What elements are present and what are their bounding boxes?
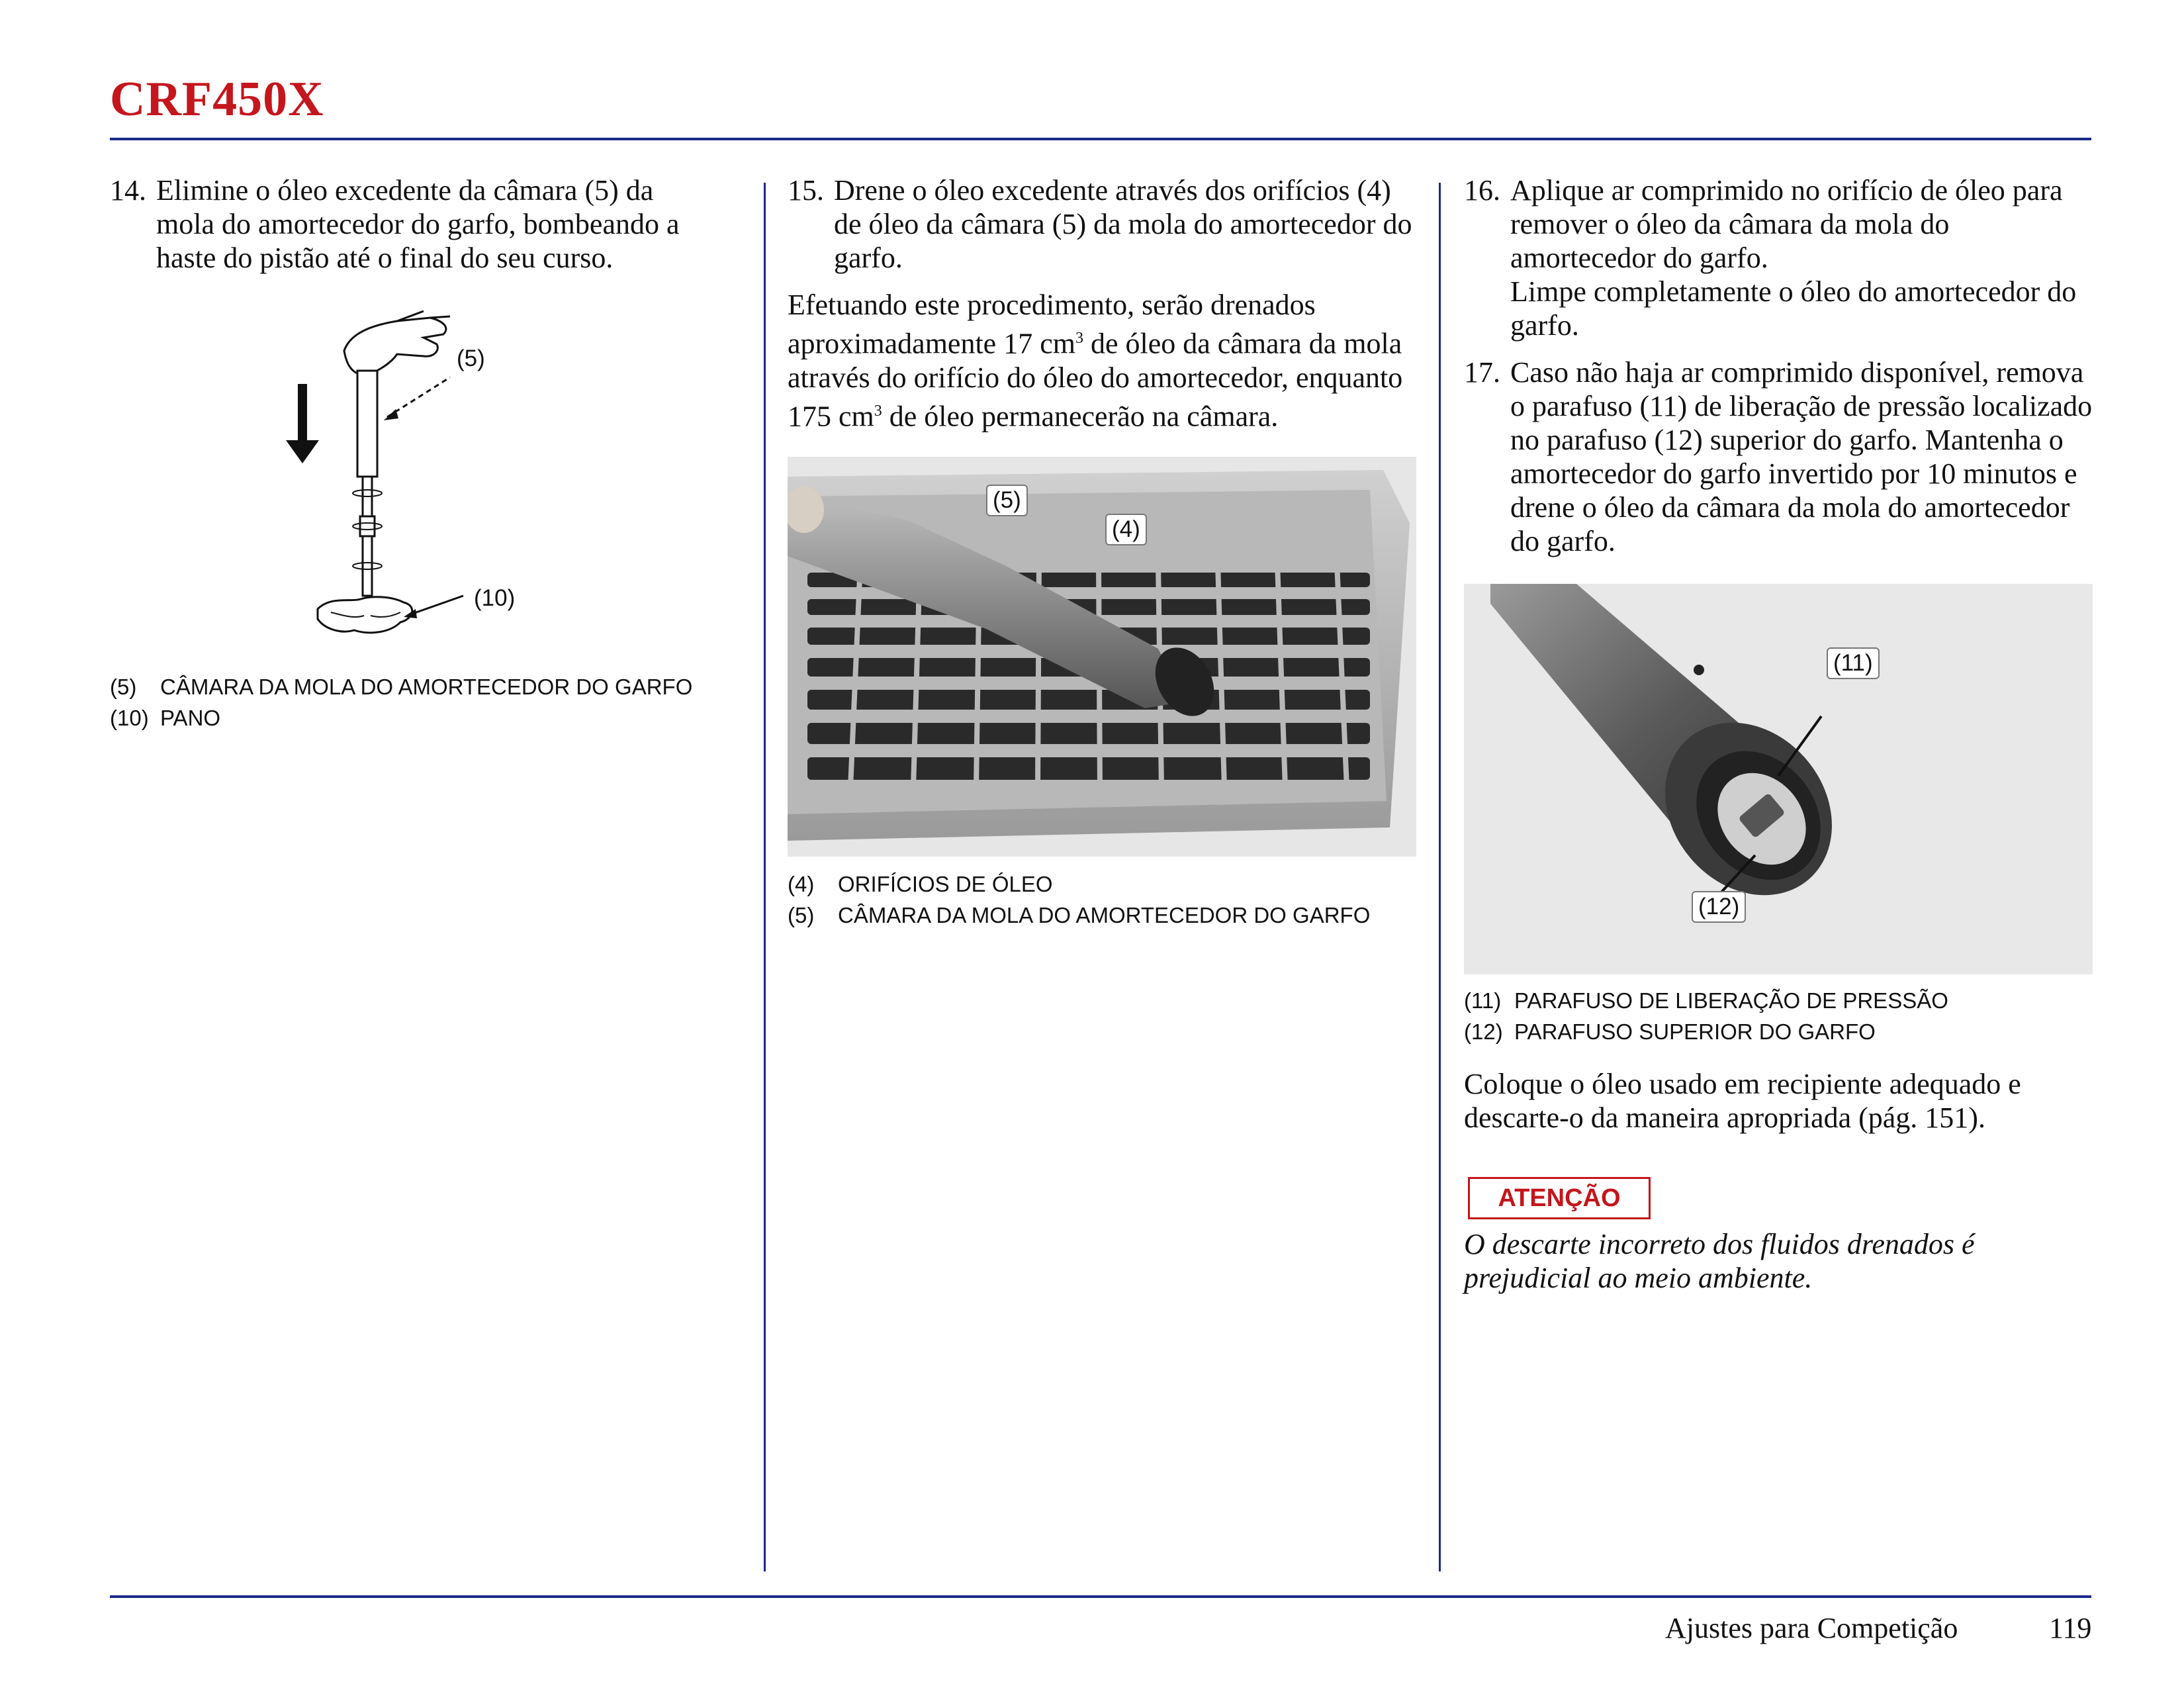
caption-item: (11) PARAFUSO DE LIBERAÇÃO DE PRESSÃO <box>1464 988 1948 1013</box>
photo-label-12: (12) <box>1692 891 1746 923</box>
tray-graphic <box>788 457 1416 857</box>
drain-paragraph: Efetuando este procedimento, serão drenados aproximadamente 17 $cm^3$ de óleo da câmara da mola através do orifício do óleo do amortecedor, enquanto 175 $cm^3$ de óleo permanecerão na câmara. <box>788 289 1403 433</box>
caption-item: (5) CÂMARA DA MOLA DO AMORTECEDOR DO GARFO <box>110 675 693 699</box>
photo-label-5: (5) <box>986 485 1028 516</box>
footer-section: Ajustes para Competição <box>1665 1612 1958 1644</box>
column-2 <box>788 173 1423 433</box>
step-text: Caso não haja ar comprimido disponível, remova o parafuso (11) de liberação de pressão localizado no parafuso (12) superior do garfo. Mantenha o amortecedor do garfo invertido por 10 minutos e drene o óleo da câmara da mola do amortecedor do garfo. <box>1510 356 2093 557</box>
step-text: Drene o óleo excedente através dos orifícios (4) de óleo da câmara (5) da mola do amortecedor do garfo. <box>834 174 1412 274</box>
col2-captions <box>788 868 1423 931</box>
step-text-2: Limpe completamente o óleo do amortecedor do garfo. <box>1510 275 2077 342</box>
col1-captions <box>110 671 758 733</box>
column-3 <box>1464 173 2099 558</box>
step-16: 16. Aplique ar comprimido no orifício de óleo para remover o óleo da câmara da mola do amortecedor do garfo. Limpe completamente o óleo do amortecedor do garfo. <box>1464 174 2077 342</box>
step-14 <box>110 173 719 275</box>
header-rule <box>110 138 2091 140</box>
col3-captions <box>1464 985 2099 1047</box>
disposal-paragraph: Coloque o óleo usado em recipiente adequado e descarte-o da maneira apropriada (pág. 151). <box>1464 1068 2021 1134</box>
photo-label-4: (4) <box>1105 514 1147 545</box>
step-15: 15. Drene o óleo excedente através dos orifícios (4) de óleo da câmara (5) da mola do amortecedor do garfo. <box>788 174 1412 274</box>
column-1 <box>110 173 719 275</box>
column-divider-1 <box>764 183 766 1571</box>
footer-rule <box>110 1595 2091 1598</box>
caption-item: (12) PARAFUSO SUPERIOR DO GARFO <box>1464 1019 1876 1044</box>
fig-label-5: (5) <box>457 346 485 371</box>
page-number: 119 <box>2049 1612 2092 1644</box>
fig-label-10: (10) <box>474 585 516 611</box>
fork-cap-photo <box>1464 584 2093 974</box>
drain-tray-photo <box>788 457 1416 857</box>
step-number: 14. <box>110 174 146 207</box>
photo-label-11: (11) <box>1827 647 1880 679</box>
attention-badge: ATENÇÃO <box>1468 1177 1651 1219</box>
caption-item: (5) CÂMARA DA MOLA DO AMORTECEDOR DO GARFO <box>788 903 1371 927</box>
page-title: CRF450X <box>110 72 324 126</box>
fork-graphic <box>1464 584 2093 974</box>
step-text: Aplique ar comprimido no orifício de óleo para remover o óleo da câmara da mola do amortecedor do garfo. <box>1510 174 2063 274</box>
step-17: 17. Caso não haja ar comprimido disponível, remova o parafuso (11) de liberação de pressão localizado no parafuso (12) superior do garfo. Mantenha o amortecedor do garfo invertido por 10 minutos e drene o óleo da câmara da mola do amortecedor do garfo. <box>1464 356 2093 557</box>
caption-item: (4) ORIFÍCIOS DE ÓLEO <box>788 872 1053 896</box>
caption-item: (10) PANO <box>110 706 221 730</box>
step-text: Elimine o óleo excedente da câmara (5) da mola do amortecedor do garfo, bombeando a haste do pistão até o final do seu curso. <box>156 174 680 274</box>
attention-text: O descarte incorreto dos fluidos drenados é prejudicial ao meio ambiente. <box>1464 1228 1975 1294</box>
column-divider-2 <box>1439 183 1441 1571</box>
